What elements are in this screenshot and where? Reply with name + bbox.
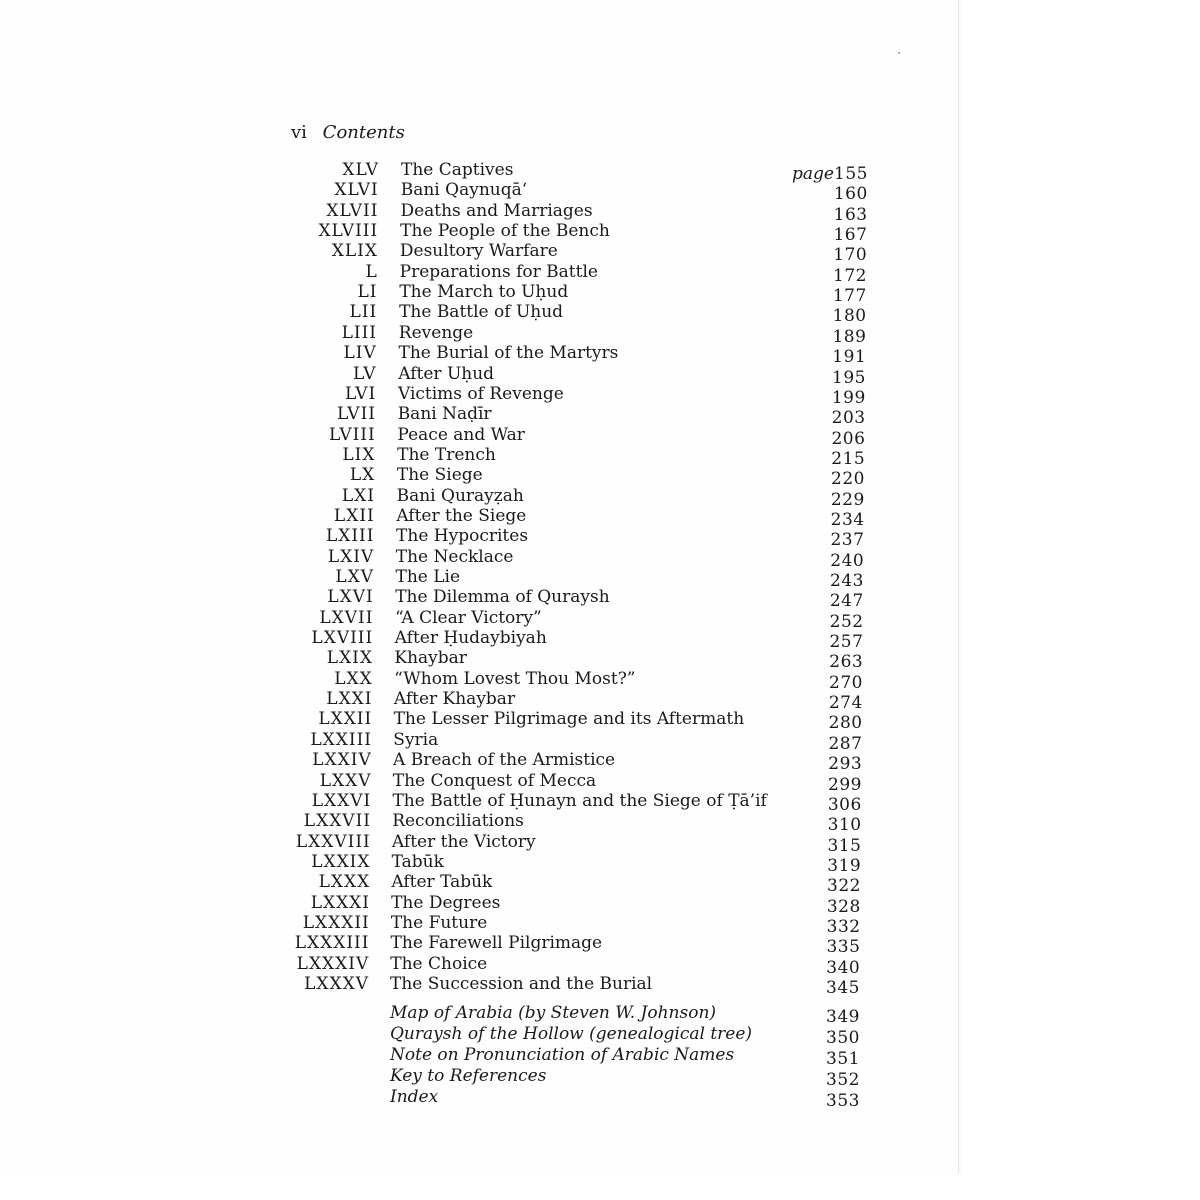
page-number: 345	[826, 978, 860, 998]
toc-entry	[0, 912, 958, 937]
chapter-number: LXXI	[326, 689, 373, 710]
chapter-title: The Battle of Ḥunayn and the Siege of Ṭā’if	[392, 790, 767, 811]
toc-entry	[0, 810, 958, 836]
page-number: 350	[826, 1028, 860, 1048]
chapter-number: LXXXII	[302, 912, 370, 933]
chapter-title: The Hypocrites	[396, 526, 529, 547]
toc-entry	[0, 342, 958, 368]
chapter-number: LVII	[337, 404, 376, 425]
page-number: 191	[832, 347, 867, 368]
toc-entry	[0, 586, 958, 612]
toc-entry	[0, 546, 958, 571]
chapter-number: LXXIII	[310, 729, 372, 750]
chapter-title: The Captives	[401, 160, 514, 180]
page-number: 237	[830, 530, 865, 551]
page-number: 349	[826, 1007, 860, 1027]
chapter-title: “Whom Lovest Thou Most?”	[394, 668, 636, 689]
chapter-title: After the Siege	[396, 505, 527, 526]
page-number: 280	[828, 713, 863, 734]
chapter-number: XLVII	[326, 200, 379, 221]
page-number: 310	[827, 815, 862, 836]
toc-entry	[0, 688, 958, 714]
page-number: 306	[827, 794, 862, 815]
page-number: 206	[831, 428, 866, 449]
toc-entry	[0, 383, 958, 408]
chapter-number: LXXVII	[303, 811, 371, 832]
page-number: 247	[829, 591, 864, 612]
toc-entry	[0, 240, 958, 266]
chapter-title: The Farewell Pilgrimage	[390, 933, 603, 954]
toc-entry	[0, 831, 958, 856]
chapter-number: LXVI	[327, 587, 374, 608]
chapter-title: “A Clear Victory”	[394, 607, 542, 628]
chapter-title: The Succession and the Burial	[390, 974, 653, 994]
back-matter-entry	[0, 1086, 958, 1111]
toc-entry	[0, 729, 958, 754]
toc-entry	[0, 525, 958, 551]
chapter-number: LIV	[343, 343, 377, 364]
toc-entry	[0, 444, 958, 469]
chapter-title: Tabūk	[391, 851, 444, 872]
chapter-title: The Battle of Uḥud	[399, 302, 564, 323]
page-number: 243	[830, 571, 864, 591]
chapter-title: The Degrees	[391, 892, 501, 913]
page-header	[291, 122, 405, 143]
page-number: 287	[828, 733, 863, 754]
page-number: 170	[833, 245, 868, 266]
chapter-title: After Uḥud	[398, 363, 495, 384]
chapter-number: LXI	[341, 485, 375, 506]
back-matter-entry	[0, 1065, 958, 1090]
chapter-number: LXXXI	[310, 892, 370, 913]
chapter-number: LXXXV	[304, 974, 369, 994]
page-number: 215	[831, 448, 866, 469]
back-matter-entry	[0, 1023, 958, 1048]
page-number: 167	[833, 225, 868, 246]
chapter-number: LXIV	[327, 546, 375, 567]
back-matter-title: Note on Pronunciation of Arabic Names	[390, 1045, 735, 1065]
page-number: 199	[831, 387, 866, 408]
chapter-title: The Lie	[395, 567, 461, 587]
back-matter-entry	[0, 1002, 958, 1027]
page-number: 335	[826, 937, 861, 958]
chapter-title: The Necklace	[395, 546, 514, 567]
toc-entry	[0, 973, 958, 998]
chapter-number: LIX	[342, 444, 376, 465]
page-number: 252	[829, 611, 864, 632]
page-number: 163	[833, 204, 868, 225]
chapter-title: After Khaybar	[393, 689, 516, 710]
page-number: 195	[832, 367, 866, 388]
chapter-title: Peace and War	[397, 424, 525, 445]
chapter-title: A Breach of the Armistice	[393, 750, 616, 771]
page-number: 353	[826, 1091, 860, 1111]
chapter-number: LVI	[344, 383, 377, 404]
chapter-number: LXVIII	[311, 628, 374, 649]
toc-entry	[0, 281, 958, 307]
toc-entry	[0, 220, 958, 246]
page-number: 351	[826, 1049, 860, 1069]
page-number: 328	[826, 896, 861, 917]
chapter-title: Bani Qurayẓah	[396, 485, 524, 506]
chapter-number: LXXIV	[312, 750, 372, 771]
back-matter-entry	[0, 1044, 958, 1069]
toc-entry	[0, 424, 958, 449]
chapter-title: After the Victory	[391, 831, 536, 852]
chapter-number: LII	[349, 302, 378, 323]
toc-entry	[0, 363, 958, 388]
page-number: 263	[829, 652, 864, 673]
chapter-number: XLVIII	[318, 221, 379, 242]
chapter-number: LXVII	[319, 607, 374, 628]
chapter-title: The People of the Bench	[400, 221, 610, 242]
page-number: 203	[831, 408, 866, 429]
toc-entry	[0, 770, 958, 795]
chapter-number: LV	[352, 363, 377, 384]
page-number: 172	[833, 265, 867, 286]
chapter-title: The March to Uḥud	[399, 282, 569, 303]
chapter-number: LI	[357, 282, 378, 303]
page-number: 180	[832, 306, 867, 327]
toc-entry	[0, 159, 958, 184]
toc-entry	[0, 790, 958, 815]
chapter-number: L	[365, 261, 378, 282]
page-number: 274	[828, 693, 863, 714]
chapter-title: The Trench	[397, 444, 496, 465]
chapter-title: The Burial of the Martyrs	[398, 343, 619, 364]
chapter-number: XLIX	[331, 241, 378, 262]
chapter-title: Preparations for Battle	[399, 261, 598, 282]
toc-entry	[0, 464, 958, 490]
running-head: Contents	[322, 122, 405, 143]
chapter-number: LXIII	[325, 526, 375, 547]
toc-entry	[0, 953, 958, 978]
chapter-title: After Ḥudaybiyah	[394, 628, 547, 649]
chapter-number: LXXV	[319, 770, 372, 791]
page-number: 234	[830, 509, 865, 530]
toc-entry	[0, 301, 958, 327]
page-column-label: page	[792, 164, 834, 184]
chapter-title: Revenge	[398, 322, 474, 343]
back-matter-title: Index	[390, 1087, 439, 1107]
page-number: 315	[827, 835, 862, 856]
chapter-title: Khaybar	[394, 648, 467, 669]
toc-entry	[0, 505, 958, 530]
chapter-number: LXXIX	[311, 851, 371, 872]
page-number: 332	[826, 916, 861, 937]
page-number: 352	[826, 1070, 860, 1090]
toc-entry	[0, 627, 958, 653]
chapter-number: LX	[349, 465, 376, 486]
folio-number: vi	[291, 122, 307, 143]
chapter-title: The Future	[390, 912, 488, 933]
page-number: 293	[828, 754, 863, 775]
page-number: 220	[831, 469, 865, 490]
page-number: 322	[827, 876, 861, 897]
page-number: 299	[828, 774, 862, 795]
page-number: 189	[832, 326, 867, 347]
toc-entry	[0, 200, 958, 225]
toc-entry	[0, 871, 958, 897]
chapter-number: LXIX	[326, 648, 373, 669]
chapter-number: LXV	[335, 567, 374, 587]
toc-entry	[0, 708, 958, 734]
toc-entry	[0, 566, 958, 591]
chapter-title: Deaths and Marriages	[400, 200, 593, 221]
toc-entry	[0, 261, 958, 286]
chapter-title: The Dilemma of Quraysh	[395, 587, 610, 608]
page-number: 160	[833, 184, 868, 205]
page-number: 155	[834, 164, 868, 184]
toc-entry	[0, 322, 958, 347]
chapter-number: LXXXIV	[296, 953, 370, 974]
chapter-title: Syria	[393, 729, 439, 750]
chapter-number: XLV	[342, 160, 379, 180]
paper-speck	[898, 52, 900, 54]
chapter-number: XLVI	[334, 180, 379, 201]
toc-entry	[0, 403, 958, 429]
chapter-title: Victims of Revenge	[397, 383, 564, 404]
toc-entry	[0, 607, 958, 632]
chapter-number: LXXVI	[311, 790, 372, 811]
chapter-number: LVIII	[329, 424, 376, 445]
page-number: 319	[827, 855, 862, 876]
chapter-number: LXXII	[318, 709, 373, 730]
page-number: 270	[829, 672, 863, 693]
chapter-title: The Siege	[396, 465, 483, 486]
toc-entry	[0, 851, 958, 876]
page-number: 177	[832, 286, 867, 307]
toc-entry	[0, 892, 958, 917]
chapter-title: Desultory Warfare	[399, 241, 558, 262]
back-matter-title: Map of Arabia (by Steven W. Johnson)	[390, 1003, 717, 1023]
page-number: 240	[830, 550, 865, 571]
toc-entry	[0, 485, 958, 510]
chapter-title: Reconciliations	[392, 811, 524, 832]
chapter-title: After Tabūk	[391, 872, 493, 893]
page-number: 257	[829, 632, 864, 653]
chapter-number: LXII	[333, 505, 375, 526]
chapter-title: Bani Qaynuqā‘	[400, 180, 528, 201]
toc-entry	[0, 749, 958, 775]
chapter-title: The Choice	[390, 953, 488, 974]
chapter-number: LIII	[341, 322, 377, 343]
chapter-number: LXX	[334, 668, 373, 689]
toc-entry	[0, 647, 958, 673]
chapter-title: The Conquest of Mecca	[392, 770, 597, 791]
chapter-title: The Lesser Pilgrimage and its Aftermath	[393, 709, 745, 730]
page-number: 340	[826, 957, 861, 978]
toc-entry	[0, 668, 958, 693]
chapter-number: LXXXIII	[294, 933, 370, 954]
toc-entry	[0, 179, 958, 205]
chapter-number: LXXX	[318, 872, 371, 893]
toc-entry	[0, 932, 958, 958]
chapter-number: LXXVIII	[295, 831, 371, 852]
chapter-title: Bani Naḍīr	[397, 404, 492, 425]
back-matter-title: Quraysh of the Hollow (genealogical tree)	[390, 1024, 753, 1044]
page-number: 229	[830, 489, 865, 510]
back-matter-title: Key to References	[390, 1066, 547, 1086]
